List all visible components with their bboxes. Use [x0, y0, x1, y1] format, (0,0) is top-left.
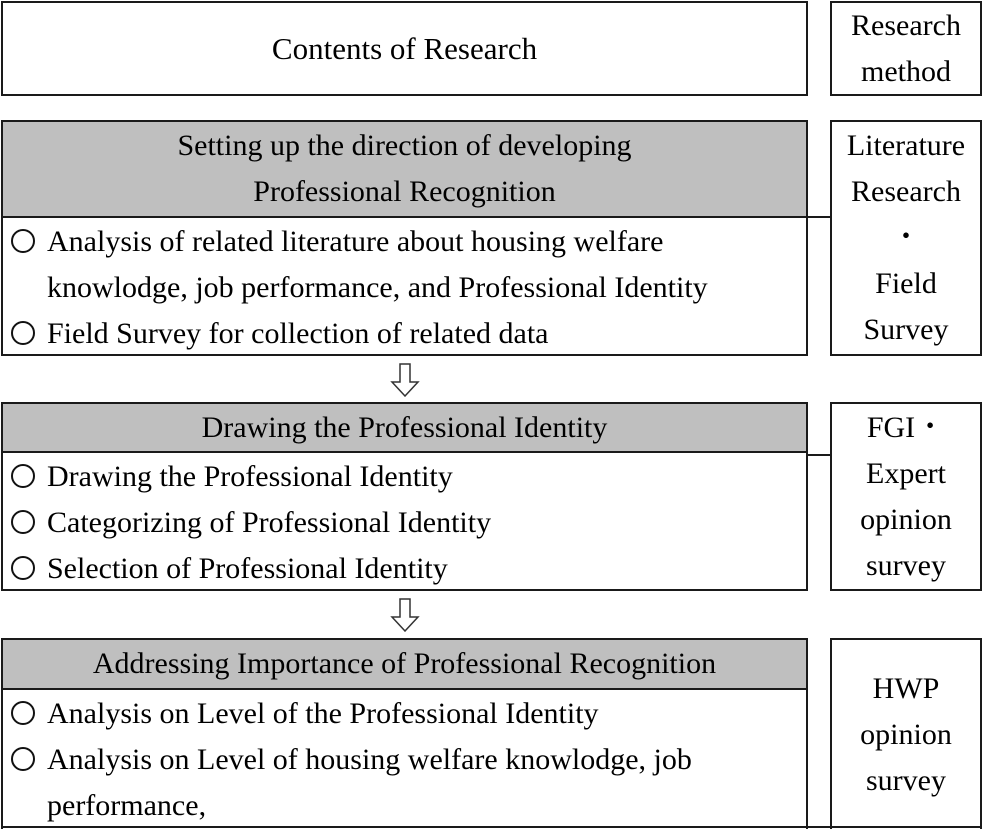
stage-2-items	[3, 453, 806, 589]
stage-1-connector-line	[808, 216, 831, 218]
stage-2-method-box	[830, 402, 982, 591]
stage-3-method-line-1: HWP	[872, 671, 940, 705]
stage-3-item-2-line-1: Analysis on Level of housing welfare knowlodge, job	[47, 743, 692, 776]
stage-3-method-line-3: survey	[866, 763, 946, 797]
stage-2-connector-line	[808, 454, 831, 456]
contents-header-label: Contents of Research	[271, 30, 538, 66]
stage-2-item-1-text: Drawing the Professional Identity	[47, 460, 453, 493]
stage-1-method-line-3: ・	[891, 221, 921, 254]
stage-3-method-line-2: opinion	[860, 717, 952, 751]
stage-1-method-line-4: Field	[875, 267, 937, 300]
stage-1-title	[3, 122, 806, 218]
circle-bullet-icon	[11, 510, 35, 534]
stage-3-box	[1, 638, 808, 829]
stage-3-item-2-line-2: performance,	[47, 789, 207, 822]
stage-3-method-box	[830, 638, 982, 829]
stage-1-method-line-5: Survey	[863, 313, 949, 346]
stage-1-item-1	[3, 219, 806, 311]
down-arrow-icon	[390, 363, 420, 397]
stage-2-method-line-3: opinion	[860, 502, 952, 536]
circle-bullet-icon	[11, 556, 35, 580]
contents-header-box	[1, 1, 808, 96]
stage-2-item-2	[3, 500, 806, 546]
stage-3-items	[3, 690, 806, 829]
stage-1-items	[3, 218, 806, 354]
stage-2-method-line-1: FGI・	[866, 410, 946, 444]
stage-2-item-3	[3, 546, 806, 592]
stage-3-item-1	[3, 691, 806, 737]
stage-3-item-2	[3, 737, 806, 829]
circle-bullet-icon	[11, 464, 35, 488]
stage-3-title-line-1: Addressing Importance of Professional Recognition	[92, 647, 717, 680]
stage-3-item-1-text: Analysis on Level of the Professional Identity	[47, 697, 599, 730]
stage-1-method-box	[830, 120, 982, 356]
circle-bullet-icon	[11, 747, 35, 771]
circle-bullet-icon	[11, 701, 35, 725]
stage-1-item-2-line-1: Field Survey for collection of related data	[47, 317, 549, 350]
stage-2-title-line-1: Drawing the Professional Identity	[201, 410, 608, 444]
method-header-line-2: method	[861, 54, 951, 88]
stage-1-box	[1, 120, 808, 356]
bottom-border-line	[1, 826, 982, 828]
stage-2-box	[1, 402, 808, 591]
stage-1-method-line-1: Literature	[846, 129, 966, 162]
method-header-line-1: Research	[851, 8, 961, 42]
stage-1-item-1-line-1: Analysis of related literature about housing welfare	[47, 225, 664, 258]
stage-2-item-3-text: Selection of Professional Identity	[47, 552, 448, 585]
method-header-box	[830, 1, 982, 96]
stage-2-item-1	[3, 454, 806, 500]
stage-2-method-line-2: Expert	[866, 456, 946, 490]
stage-1-item-1-line-2: knowlodge, job performance, and Professional Identity	[47, 271, 708, 304]
stage-1-title-line-2: Professional Recognition	[253, 175, 556, 208]
circle-bullet-icon	[11, 229, 35, 253]
stage-2-item-2-text: Categorizing of Professional Identity	[47, 506, 492, 539]
circle-bullet-icon	[11, 321, 35, 345]
stage-1-item-2	[3, 311, 806, 357]
stage-1-method-line-2: Research	[851, 175, 961, 208]
stage-2-title	[3, 404, 806, 453]
stage-3-title	[3, 640, 806, 690]
stage-1-title-line-1: Setting up the direction of developing	[177, 129, 632, 162]
down-arrow-icon	[390, 598, 420, 632]
stage-2-method-line-4: survey	[866, 548, 946, 582]
